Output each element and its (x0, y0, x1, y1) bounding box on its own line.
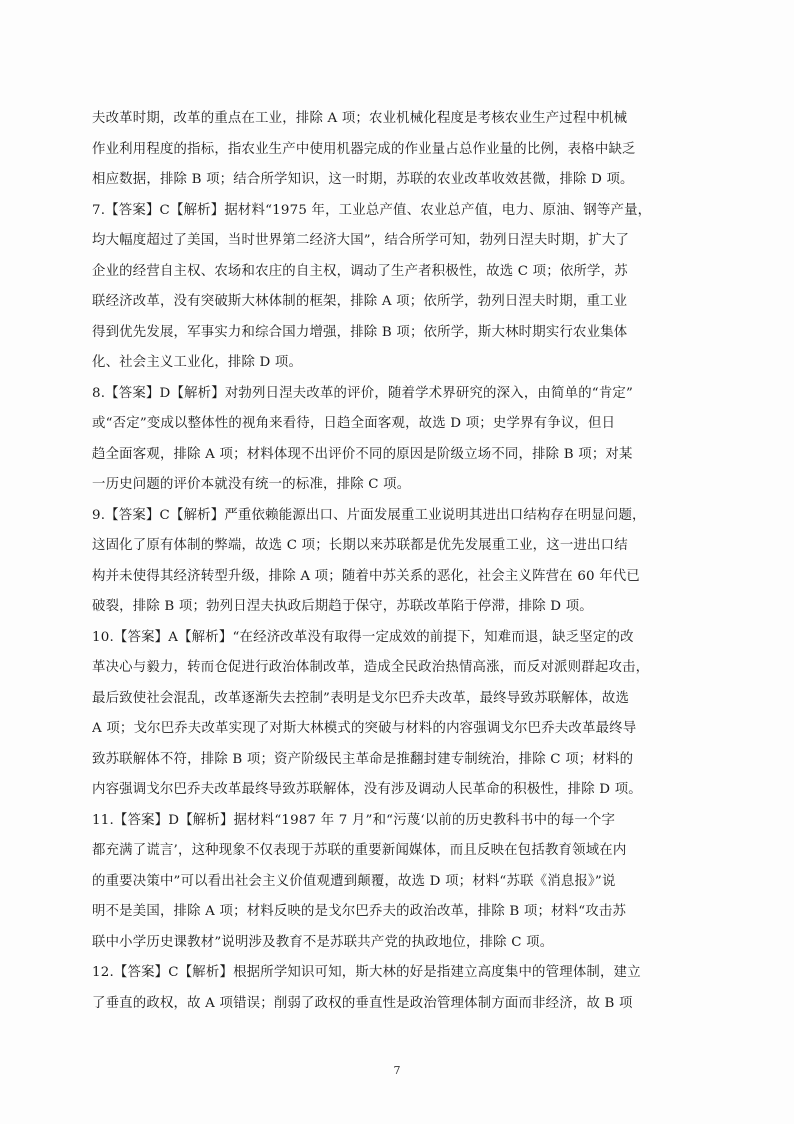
text-line: 联经济改革，没有突破斯大林体制的框架，排除 A 项；依所学，勃列日涅夫时期，重工业 (92, 294, 628, 309)
text-line: 一历史问题的评价本就没有统一的标准，排除 C 项。 (92, 477, 411, 492)
text-line: 作业利用程度的指标，指农业生产中使用机器完成的作业量占总作业量的比例，表格中缺乏 (92, 141, 636, 157)
text-line: 了垂直的政权，故 A 项错误；削弱了政权的垂直性是政治管理体制方面而非经济，故 B 项 (92, 995, 633, 1011)
text-line: 都充满了谎言’，这种现象不仅表现于苏联的重要新闻媒体，而且反映在包括教育领域在内 (92, 843, 627, 858)
text-line: 10.【答案】A【解析】“在经济改革没有取得一定成效的前提下，知难而退，缺乏坚定的改 (92, 629, 634, 645)
text-line: 的重要决策中”可以看出社会主义价值观遭到颠覆，故选 D 项；材料“苏联《消息报》”说 (92, 873, 616, 889)
text-line: 9.【答案】C【解析】严重依赖能源出口、片面发展重工业说明其进出口结构存在明显问题， (92, 507, 646, 523)
text-line: 得到优先发展，军事实力和综合国力增强，排除 B 项；依所学，斯大林时期实行农业集体 (92, 324, 628, 340)
text-line: 7.【答案】C【解析】据材料“1975 年，工业总产值、农业总产值，电力、原油、钢等产量， (92, 202, 652, 218)
text-line: 化、社会主义工业化，排除 D 项。 (92, 355, 303, 370)
text-line: 8.【答案】D【解析】对勃列日涅夫改革的评价，随着学术界研究的深入，由简单的“肯定” (92, 385, 634, 401)
answer-analysis-text (92, 104, 704, 1019)
text-line: A 项；戈尔巴乔夫改革实现了对斯大林模式的突破与材料的内容强调戈尔巴乔夫改革最终导 (92, 721, 637, 736)
text-line: 相应数据，排除 B 项；结合所学知识，这一时期，苏联的农业改革收效甚微，排除 D 项。 (92, 172, 634, 187)
text-line: 均大幅度超过了美国，当时世界第二经济大国”，结合所学可知，勃列日涅夫时期，扩大了 (92, 233, 630, 248)
text-line: 趋全面客观，排除 A 项；材料体现不出评价不同的原因是阶级立场不同，排除 B 项；对某 (92, 446, 633, 462)
text-line: 或“否定”变成以整体性的视角来看待，日趋全面客观，故选 D 项；史学界有争议，但日 (92, 416, 616, 431)
text-line: 明不是美国，排除 A 项；材料反映的是戈尔巴乔夫的政治改革，排除 B 项；材料“攻击苏 (92, 904, 627, 919)
text-line: 这固化了原有体制的弊端，故选 C 项；长期以来苏联都是优先发展重工业，这一进出口结 (92, 538, 628, 553)
text-line: 夫改革时期，改革的重点在工业，排除 A 项；农业机械化程度是考核农业生产过程中机械 (92, 111, 628, 126)
text-line: 企业的经营自主权、农场和农庄的自主权，调动了生产者积极性，故选 C 项；依所学，苏 (92, 263, 628, 279)
text-line: 构并未使得其经济转型升级，排除 A 项；随着中苏关系的恶化，社会主义阵营在 60 年代已 (92, 568, 640, 584)
page-number: 7 (393, 1064, 401, 1077)
text-line: 11.【答案】D【解析】据材料“1987 年 7 月”和“污蔑‘以前的历史教科书中的每一个字 (92, 812, 616, 828)
text-line: 12.【答案】C【解析】根据所学知识可知，斯大林的好是指建立高度集中的管理体制，建立 (92, 965, 641, 980)
text-line: 内容强调戈尔巴乔夫改革最终导致苏联解体，没有涉及调动人民革命的积极性，排除 D 项。 (92, 782, 642, 797)
text-line: 革决心与毅力，转而仓促进行政治体制改革，造成全民政治热情高涨，而反对派则群起攻击， (92, 660, 650, 675)
text-line: 致苏联解体不符，排除 B 项；资产阶级民主革命是推翻封建专制统治，排除 C 项；材料的 (92, 751, 634, 767)
text-line: 联中小学历史课教材”说明涉及教育不是苏联共产党的执政地位，排除 C 项。 (92, 934, 554, 950)
text-line: 最后致使社会混乱，改革逐渐失去控制”表明是戈尔巴乔夫改革，最终导致苏联解体，故选 (92, 690, 630, 706)
text-line: 破裂，排除 B 项；勃列日涅夫执政后期趋于保守，苏联改革陷于停滞，排除 D 项。 (92, 599, 593, 614)
